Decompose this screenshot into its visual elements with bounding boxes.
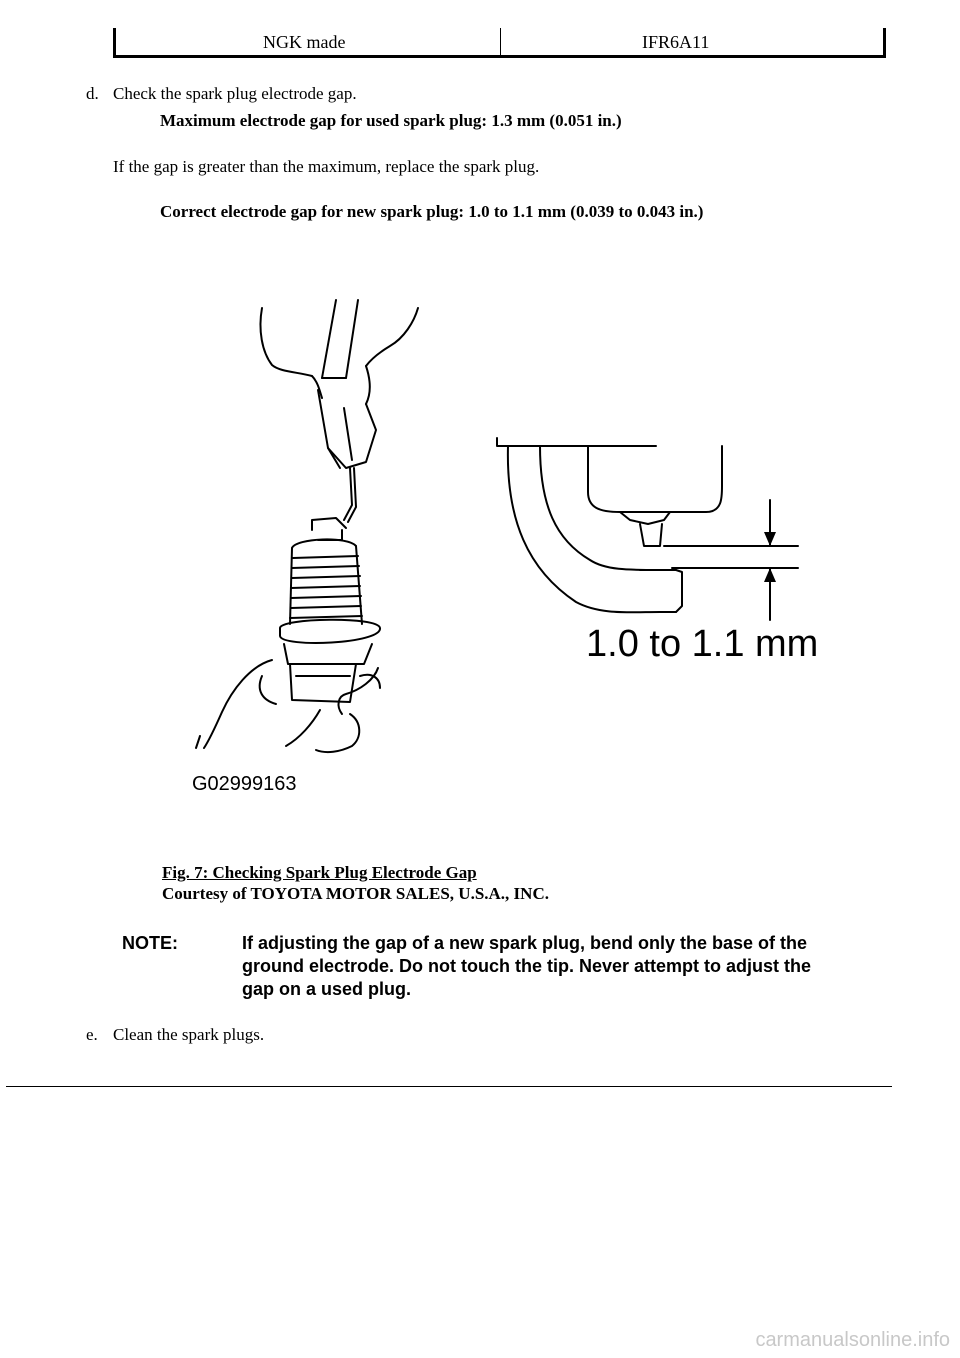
step-e-text: Clean the spark plugs. (113, 1025, 265, 1044)
step-d-text: Check the spark plug electrode gap. (113, 84, 357, 103)
note-line-2: ground electrode. Do not touch the tip. Never attempt to adjust the (242, 956, 812, 976)
figure-courtesy: Courtesy of TOYOTA MOTOR SALES, U.S.A., INC. (162, 884, 549, 903)
figure-caption: Fig. 7: Checking Spark Plug Electrode Gap (162, 863, 477, 882)
note-line-1: If adjusting the gap of a new spark plug, bend only the base of the (242, 933, 808, 953)
spark-plug-gap-illustration (0, 290, 960, 810)
step-e-marker: e. (86, 1025, 98, 1044)
step-d-marker: d. (86, 84, 99, 103)
site-watermark: carmanualsonline.info (755, 1329, 950, 1351)
max-gap-spec: Maximum electrode gap for used spark plug: 1.3 mm (0.051 in.) (160, 111, 622, 130)
table-cell-part-number: IFR6A11 (642, 32, 710, 52)
table-cell-maker: NGK made (263, 32, 346, 52)
section-divider (6, 1086, 892, 1087)
note-line-3: gap on a used plug. (242, 979, 412, 999)
spec-table-row (113, 28, 886, 58)
figure-code: G02999163 (192, 773, 297, 795)
correct-gap-spec: Correct electrode gap for new spark plug: 1.0 to 1.1 mm (0.039 to 0.043 in.) (160, 202, 704, 221)
note-label: NOTE: (122, 933, 178, 953)
gap-dimension-label: 1.0 to 1.1 mm (586, 623, 819, 665)
replace-instruction: If the gap is greater than the maximum, replace the spark plug. (113, 157, 540, 176)
table-divider (500, 28, 501, 55)
